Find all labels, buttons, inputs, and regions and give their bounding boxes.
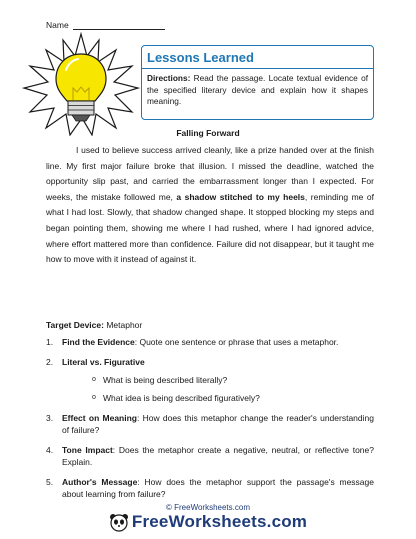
target-device (46, 320, 142, 330)
passage-text-2: , reminding me of what I had lost. Slowly, that shadow changed shape. It stopped blocking my steps and began pointing them, showing me where I had rushed, where I had ignored advice, where effort mattered more than confidence. Failure did not disappear, but it taught me how to move with it instead of against it. (46, 191, 374, 265)
question-4 (46, 444, 374, 468)
bullet-icon: o (92, 376, 96, 383)
question-label: Author's Message (62, 477, 138, 487)
question-5 (46, 476, 374, 500)
directions-label: Directions: (147, 73, 191, 83)
question-number: 1. (46, 337, 54, 347)
question-label: Find the Evidence (62, 337, 135, 347)
logo-text: FreeWorksheets.com (131, 512, 308, 531)
question-label: Literal vs. Figurative (62, 357, 145, 367)
lightbulb-icon (20, 32, 142, 136)
question-number: 3. (46, 413, 54, 423)
question-text: : How does the metaphor support the passage's message about learning from failure? (62, 477, 374, 499)
footer-copyright[interactable]: © FreeWorksheets.com (166, 503, 250, 512)
passage-text-1: I used to believe success arrived cleanly, like a prize handed over at the finish line. My first major failure broke that illusion. I missed the deadline, watched the opportunity slip past, and carried the embarrassment longer than I expected. For weeks, the mistake followed me, (46, 145, 374, 202)
name-label: Name (46, 20, 69, 30)
sub-question-text: What is being described literally? (103, 375, 228, 385)
question-list (46, 336, 374, 508)
name-field (46, 20, 165, 30)
sub-question-1 (62, 374, 374, 386)
panda-icon (109, 512, 129, 532)
story-title: Falling Forward (176, 128, 240, 138)
lessons-learned-box (141, 45, 374, 120)
question-3 (46, 412, 374, 436)
question-1 (46, 336, 374, 348)
question-number: 2. (46, 357, 54, 367)
site-logo[interactable] (0, 512, 416, 532)
question-text: : Does the metaphor create a negative, neutral, or reflective tone? Explain. (62, 445, 374, 467)
question-2 (46, 356, 374, 404)
directions-text (147, 73, 368, 108)
story-passage (46, 143, 374, 268)
sub-question-2 (62, 392, 374, 404)
box-divider (142, 68, 373, 69)
question-text: : How does this metaphor change the reader's understanding of failure? (62, 413, 374, 435)
target-value: Metaphor (103, 320, 143, 330)
question-label: Effect on Meaning (62, 413, 137, 423)
name-line[interactable] (73, 21, 165, 30)
target-label: Target Device: (46, 320, 104, 330)
question-number: 4. (46, 445, 54, 455)
question-label: Tone Impact (62, 445, 113, 455)
passage-highlight: a shadow stitched to my heels (176, 191, 305, 202)
box-title: Lessons Learned (147, 50, 254, 65)
sub-question-text: What idea is being described figuratively? (103, 393, 260, 403)
bullet-icon: o (92, 394, 96, 401)
question-number: 5. (46, 477, 54, 487)
question-text: : Quote one sentence or phrase that uses a metaphor. (134, 337, 339, 347)
directions-body: Read the passage. Locate textual evidence of the specified literary device and explain how it shapes meaning. (147, 73, 368, 106)
